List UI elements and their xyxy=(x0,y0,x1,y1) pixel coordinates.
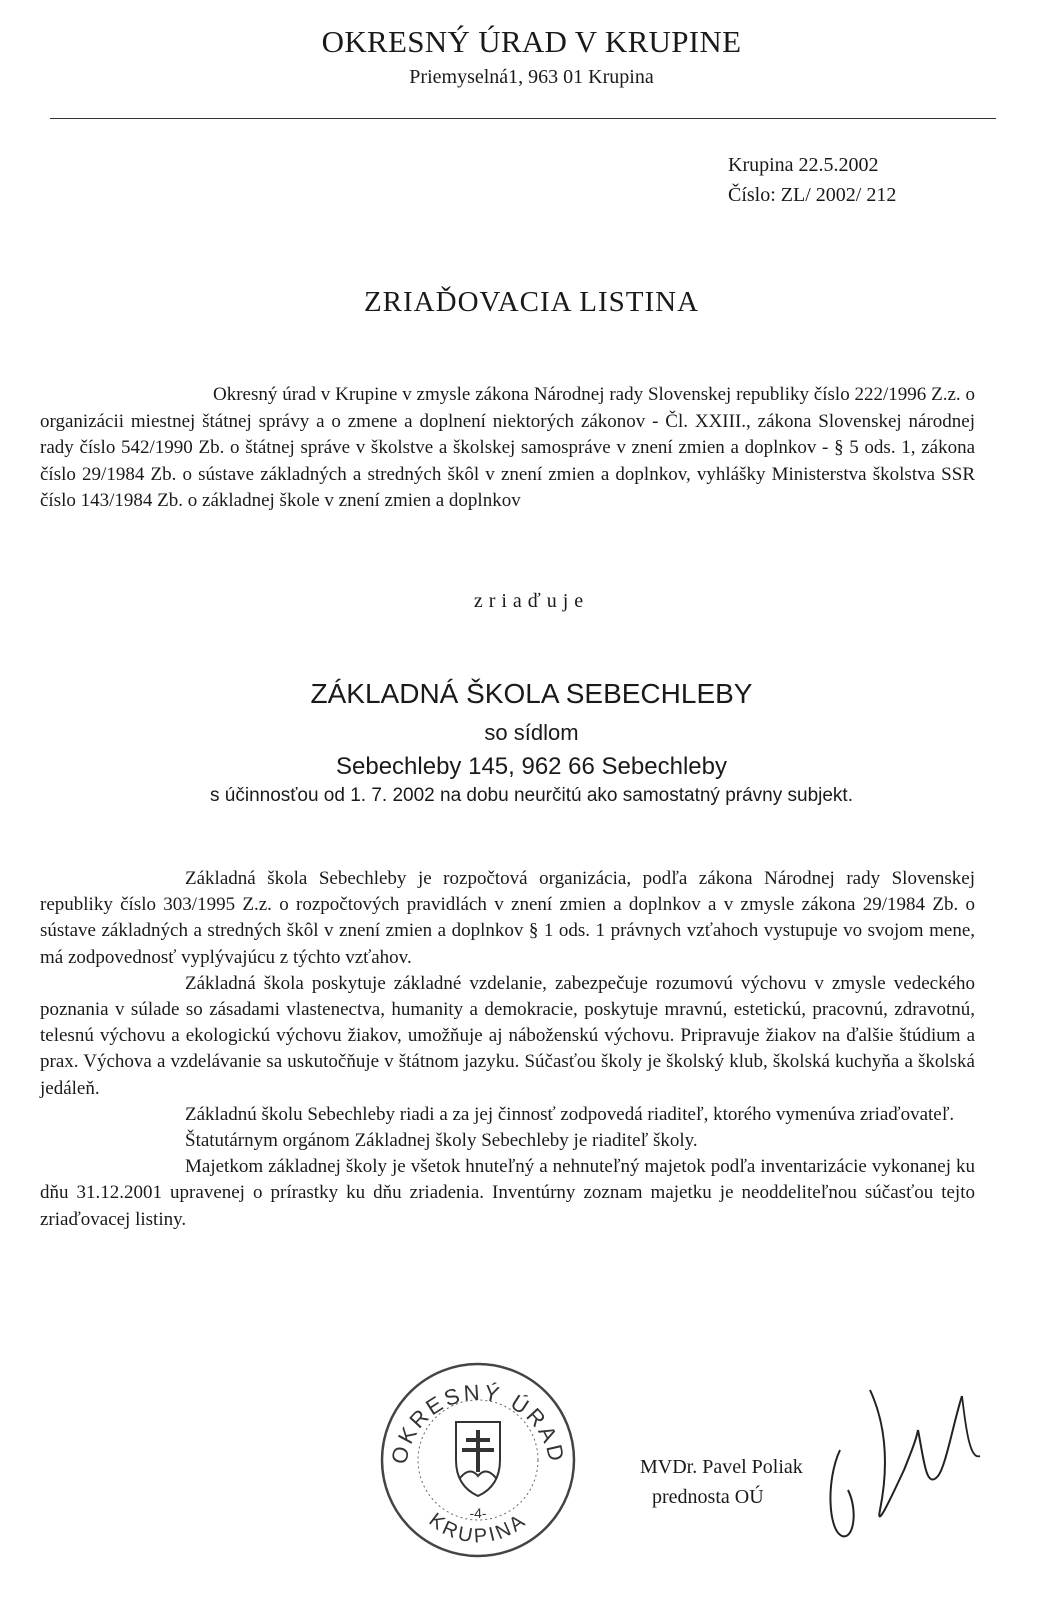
body-paragraphs xyxy=(40,866,975,1233)
svg-text:KRUPINA: KRUPINA xyxy=(424,1508,532,1548)
paragraph: Základná škola poskytuje základné vzdelanie, zabezpečuje rozumovú výchovu v zmysle vedeckého poznania v súlade so zásadami vlastenectva, humanity a demokracie, poskytuje mravnú, estetickú, pracovnú, zdravotnú, telesnú výchovu a ekologickú výchovu žiakov, umožňuje aj náboženskú výchovu. Pripravuje žiakov na ďalšie štúdium a prax. Výchova a vzdelávanie sa uskutočňuje v štátnom jazyku. Súčasťou školy je školský klub, školská kuchyňa a školská jedáleň. xyxy=(40,972,975,1099)
establishes-verb: zriaďuje xyxy=(473,590,590,612)
school-effective: s účinnosťou od 1. 7. 2002 na dobu neurčitú ako samostatný právny subjekt. xyxy=(210,785,853,806)
handwritten-signature xyxy=(820,1380,1020,1550)
intro-paragraph: Okresný úrad v Krupine v zmysle zákona Národnej rady Slovenskej republiky číslo 222/1996 Z.z. o organizácii miestnej štátnej správy a o zmene a doplnení niektorých zákonov - Čl. XXIII., zákona Slovenskej národnej rady číslo 542/1990 Zb. o štátnej správe v školstve a školskej samospráve v znení zmien a doplnkov - § 5 ods. 1, zákona číslo 29/1984 Zb. o sústave základných a stredných škôl v znení zmien a doplnkov, vyhlášky Ministerstva školstva SSR číslo 143/1984 Zb. o základnej škole v znení zmien a doplnkov xyxy=(40,384,975,511)
school-address: Sebechleby 145, 962 66 Sebechleby xyxy=(336,753,727,780)
paragraph: Základnú školu Sebechleby riadi a za jej činnosť zodpovedá riaditeľ, ktorého vymenúva zriaďovateľ. xyxy=(185,1103,955,1125)
office-name: OKRESNÝ ÚRAD V KRUPINE xyxy=(321,24,742,59)
school-seat-label: so sídlom xyxy=(484,720,579,745)
reference-block xyxy=(728,150,896,210)
office-address: Priemyselná1, 963 01 Krupina xyxy=(409,66,654,88)
school-name: ZÁKLADNÁ ŠKOLA SEBECHLEBY xyxy=(310,678,753,709)
paragraph: Štatutárnym orgánom Základnej školy Sebechleby je riaditeľ školy. xyxy=(185,1130,698,1152)
paragraph: Majetkom základnej školy je všetok hnuteľný a nehnuteľný majetok podľa inventarizácie vykonanej ku dňu 31.12.2001 upravenej o prírastky ku dňu zriadenia. Inventúrny zoznam majetku je neoddeliteľnou súčasťou tejto zriaďovacej listiny. xyxy=(40,1156,975,1230)
paragraph: Základná škola Sebechleby je rozpočtová organizácia, podľa zákona Národnej rady Slovenskej republiky číslo 303/1995 Z.z. o rozpočtových pravidlách v znení zmien a doplnkov a v zmysle zákona 29/1984 Zb. o sústave základných a stredných škôl v znení zmien a doplnkov § 1 ods. 1 právnych vzťahoch vystupuje vo svojom mene, má zodpovednosť vyplývajúcu z týchto vzťahov. xyxy=(40,868,975,968)
official-stamp xyxy=(378,1360,578,1560)
signer-name: MVDr. Pavel Poliak xyxy=(640,1456,803,1478)
svg-text:OKRESNÝ ÚRAD: OKRESNÝ ÚRAD xyxy=(386,1379,570,1467)
header-divider xyxy=(50,118,996,119)
signer-block xyxy=(640,1452,803,1512)
place-date: Krupina 22.5.2002 xyxy=(728,154,879,176)
svg-text:-4-: -4- xyxy=(469,1505,487,1521)
coat-of-arms-icon xyxy=(456,1422,500,1496)
document-number: Číslo: ZL/ 2002/ 212 xyxy=(728,184,897,206)
signer-role: prednosta OÚ xyxy=(652,1486,764,1508)
document-title: ZRIAĎOVACIA LISTINA xyxy=(363,286,700,318)
